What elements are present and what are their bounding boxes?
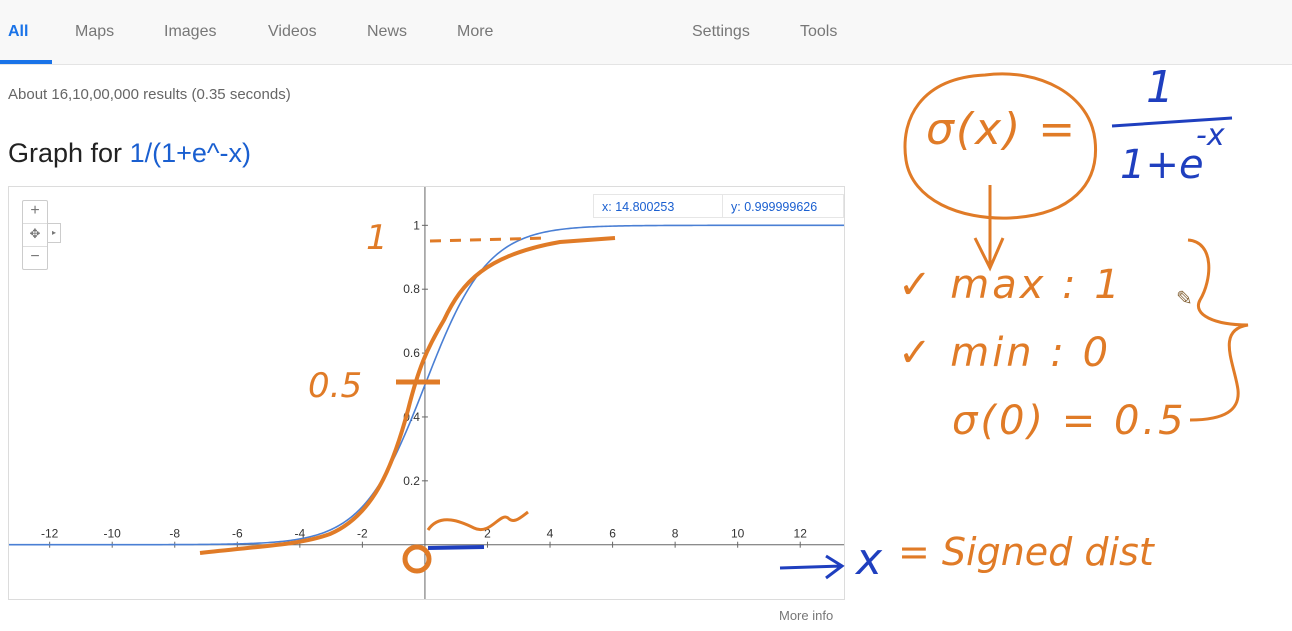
ink-brace bbox=[1188, 240, 1248, 420]
max-annotation: ✓ max : 1 bbox=[898, 262, 1123, 308]
x-tick-label: 10 bbox=[730, 526, 745, 541]
x-tick-label: 8 bbox=[671, 526, 679, 541]
graph-title-prefix: Graph for bbox=[8, 138, 123, 168]
sigmoid-curve bbox=[9, 225, 844, 544]
formula-exponent: -x bbox=[1196, 118, 1225, 153]
y-tick-label: 0.4 bbox=[403, 409, 420, 424]
graph-query[interactable]: 1/(1+e^-x) bbox=[129, 138, 252, 168]
x-tick-label: -6 bbox=[231, 526, 243, 541]
graph-plot[interactable] bbox=[9, 187, 844, 599]
graph-widget[interactable] bbox=[8, 186, 845, 600]
zoom-out-button[interactable]: − bbox=[30, 248, 40, 265]
tab-all[interactable]: All bbox=[8, 23, 29, 40]
formula-lhs: σ(x) = bbox=[926, 104, 1078, 155]
settings-link[interactable]: Settings bbox=[692, 23, 750, 40]
x-tick-label: -8 bbox=[169, 526, 181, 541]
x-tick-label: -2 bbox=[357, 526, 368, 541]
x-tick-label: -4 bbox=[294, 526, 306, 541]
zoom-control bbox=[22, 200, 48, 270]
ink-label-one: 1 bbox=[366, 218, 388, 258]
zoom-in-button[interactable]: + bbox=[30, 202, 40, 219]
pan-icon[interactable]: ✥ bbox=[23, 223, 47, 247]
results-stats: About 16,10,00,000 results (0.35 seconds) bbox=[8, 86, 291, 103]
ink-label-x: x bbox=[856, 534, 883, 585]
y-tick-label: 0.6 bbox=[403, 346, 420, 361]
x-tick-label: -10 bbox=[103, 526, 121, 541]
formula-denominator: 1+e bbox=[1120, 142, 1204, 188]
x-tick-label: 6 bbox=[609, 526, 616, 541]
graph-title bbox=[8, 138, 251, 169]
active-tab-indicator bbox=[0, 60, 52, 64]
ink-arrow-down bbox=[975, 185, 1003, 268]
y-tick-label: 1 bbox=[413, 218, 420, 233]
signed-dist-annotation: = Signed dist bbox=[898, 530, 1154, 574]
x-tick-label: 4 bbox=[546, 526, 554, 541]
tab-videos[interactable]: Videos bbox=[268, 23, 317, 40]
y-readout: y: 0.999999626 bbox=[722, 194, 844, 218]
tab-images[interactable]: Images bbox=[164, 23, 217, 40]
more-info-link[interactable]: More info bbox=[779, 608, 834, 623]
pencil-cursor-icon: ✎ bbox=[1176, 288, 1193, 310]
search-nav-bar bbox=[0, 0, 1292, 65]
x-tick-label: -12 bbox=[40, 526, 59, 541]
tab-more[interactable]: More bbox=[457, 23, 494, 40]
x-tick-label: 2 bbox=[484, 526, 491, 541]
sigma-zero-annotation: σ(0) = 0.5 bbox=[952, 398, 1187, 444]
min-annotation: ✓ min : 0 bbox=[898, 330, 1112, 376]
tools-link[interactable]: Tools bbox=[800, 23, 838, 40]
ink-label-half: 0.5 bbox=[308, 366, 363, 406]
pan-right-arrow-icon[interactable]: ▸ bbox=[47, 223, 61, 243]
tab-maps[interactable]: Maps bbox=[75, 23, 115, 40]
tab-news[interactable]: News bbox=[367, 23, 408, 40]
y-tick-label: 0.2 bbox=[403, 473, 420, 488]
x-tick-label: 12 bbox=[793, 526, 807, 541]
y-tick-label: 0.8 bbox=[403, 282, 420, 297]
x-readout: x: 14.800253 bbox=[593, 194, 723, 218]
formula-numerator: 1 bbox=[1146, 62, 1174, 113]
